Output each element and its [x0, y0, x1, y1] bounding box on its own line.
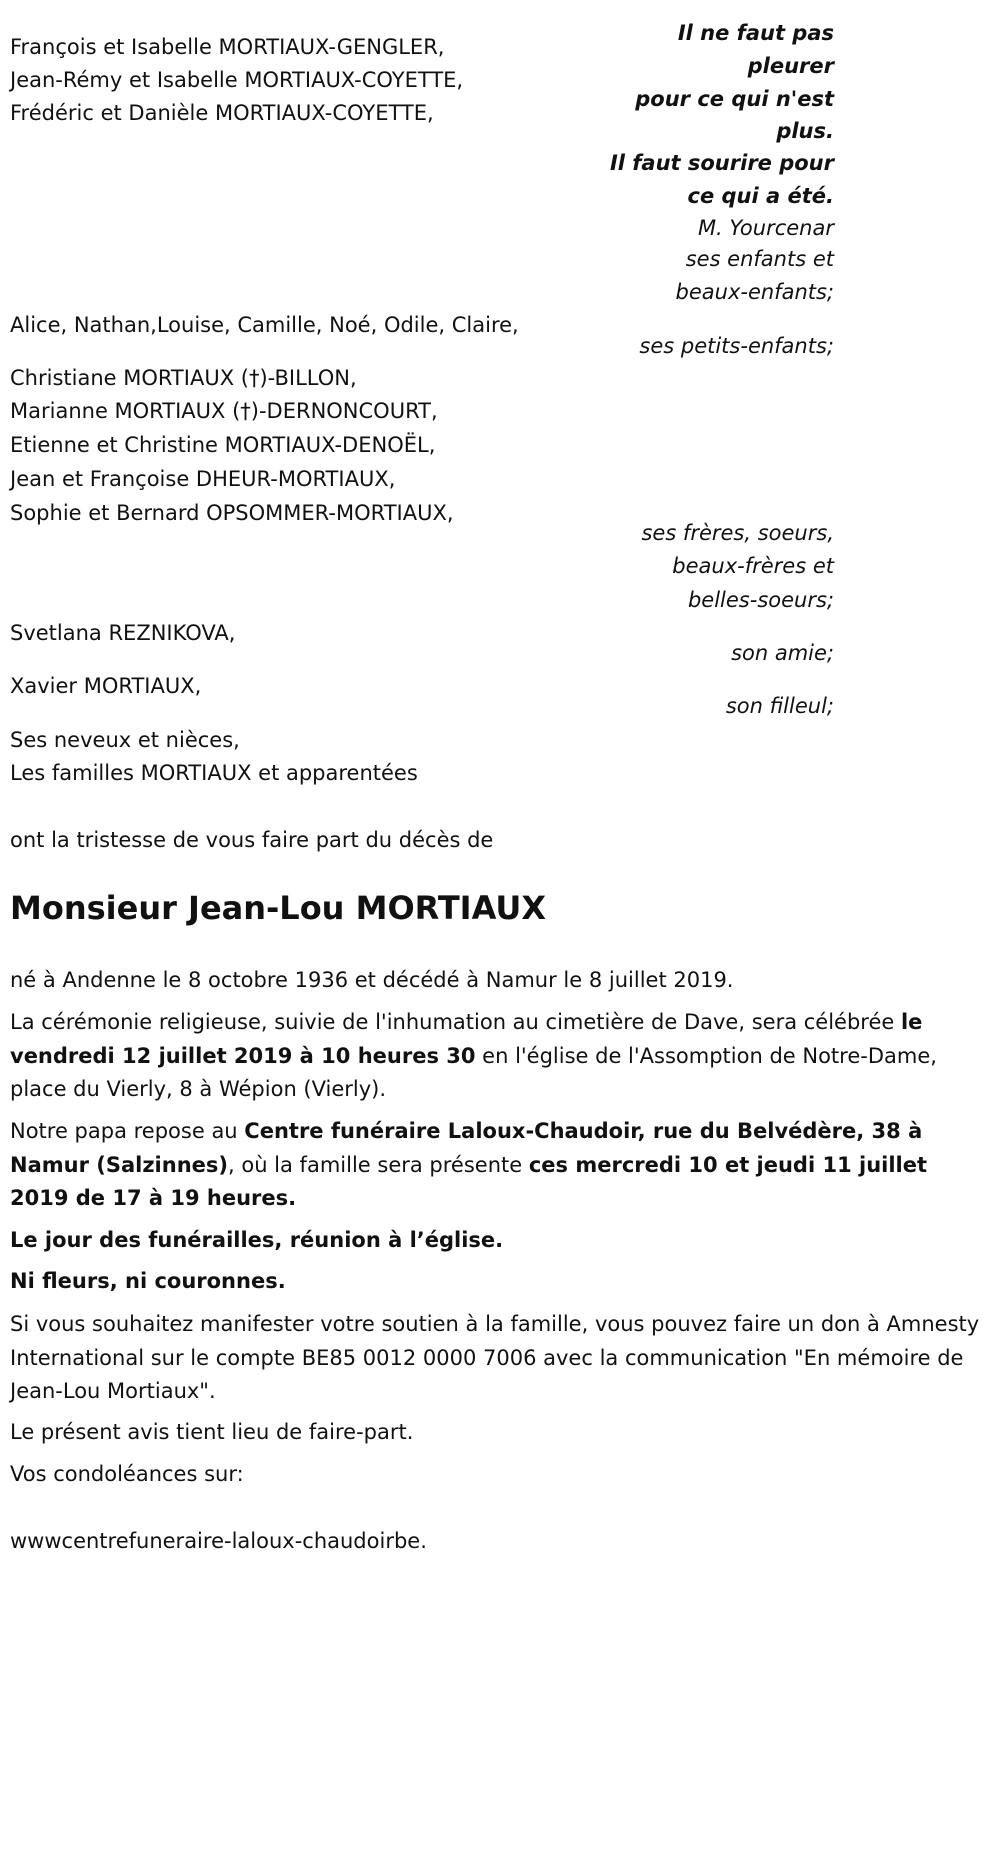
family-name: Etienne et Christine MORTIAUX-DENOËL,: [10, 433, 436, 457]
visitation-times: ces mercredi 10 et jeudi 11 juillet 2019 de 17 à 19 heures.: [10, 1152, 928, 1210]
quote-line: Il ne faut pas: [677, 21, 834, 45]
condolences-label: Vos condoléances sur:: [10, 1462, 244, 1486]
family-name: Jean-Rémy et Isabelle MORTIAUX-COYETTE,: [10, 68, 464, 92]
relation-label: beaux-enfants;: [675, 280, 834, 304]
quote-line: pour ce qui n'est: [635, 87, 834, 111]
visitation-paragraph: [10, 1115, 990, 1216]
family-name: Ses neveux et nièces,: [10, 728, 240, 752]
quote-line: ce qui a été.: [687, 184, 834, 208]
ceremony-paragraph: [10, 1006, 990, 1107]
relation-label: ses frères, soeurs,: [641, 521, 834, 545]
relation-label: ses enfants et: [685, 247, 834, 271]
family-name: Svetlana REZNIKOVA,: [10, 621, 236, 645]
family-name: Marianne MORTIAUX (†)-DERNONCOURT,: [10, 399, 438, 423]
notice-paragraph: Le présent avis tient lieu de faire-part.: [10, 1420, 414, 1444]
visitation-text-mid: , où la famille sera présente: [228, 1152, 529, 1177]
no-flowers-paragraph: Ni fleurs, ni couronnes.: [10, 1269, 286, 1293]
family-name: François et Isabelle MORTIAUX-GENGLER,: [10, 35, 445, 59]
donation-paragraph: Si vous souhaitez manifester votre soutien à la famille, vous pouvez faire un don à Amnesty International sur le compte BE85 0012 0000 7006 avec la communication "En mémoire de Jean-Lou Mortiaux".: [10, 1312, 980, 1403]
visitation-location: Centre funéraire Laloux-Chaudoir, rue du Belvédère, 38 à Namur (Salzinnes): [10, 1119, 923, 1177]
family-name: Christiane MORTIAUX (†)-BILLON,: [10, 366, 357, 390]
condolences-website: wwwcentrefuneraire-laloux-chaudoirbe.: [10, 1529, 427, 1553]
relation-label: son filleul;: [725, 694, 834, 718]
quote-line: Il faut sourire pour: [609, 151, 834, 175]
family-name: Xavier MORTIAUX,: [10, 674, 202, 698]
family-name: Les familles MORTIAUX et apparentées: [10, 761, 418, 785]
ceremony-location: en l'église de l'Assomption de Notre-Dame, place du Vierly, 8 à Wépion (Vierly).: [10, 1043, 937, 1101]
family-name: Sophie et Bernard OPSOMMER-MORTIAUX,: [10, 501, 454, 525]
relation-label: belles-soeurs;: [687, 588, 834, 612]
quote-line: pleurer: [747, 54, 834, 78]
relation-label: ses petits-enfants;: [639, 334, 834, 358]
family-name: Jean et Françoise DHEUR-MORTIAUX,: [10, 467, 396, 491]
quote-line: plus.: [776, 119, 834, 143]
visitation-text: Notre papa repose au: [10, 1119, 245, 1143]
announcement-text: ont la tristesse de vous faire part du décès de: [10, 828, 494, 852]
quote-author: M. Yourcenar: [697, 216, 834, 240]
family-name: Frédéric et Danièle MORTIAUX-COYETTE,: [10, 101, 434, 125]
relation-label: son amie;: [731, 641, 834, 665]
deceased-name: Monsieur Jean-Lou MORTIAUX: [10, 889, 547, 927]
ceremony-text: La cérémonie religieuse, suivie de l'inhumation au cimetière de Dave, sera célébrée: [10, 1010, 901, 1034]
meeting-paragraph: Le jour des funérailles, réunion à l’église.: [10, 1228, 504, 1252]
ceremony-date: le vendredi 12 juillet 2019 à 10 heures 30: [10, 1010, 923, 1068]
family-name: Alice, Nathan,Louise, Camille, Noé, Odile, Claire,: [10, 313, 519, 337]
birth-death-paragraph: né à Andenne le 8 octobre 1936 et décédé à Namur le 8 juillet 2019.: [10, 968, 734, 992]
relation-label: beaux-frères et: [672, 554, 834, 578]
